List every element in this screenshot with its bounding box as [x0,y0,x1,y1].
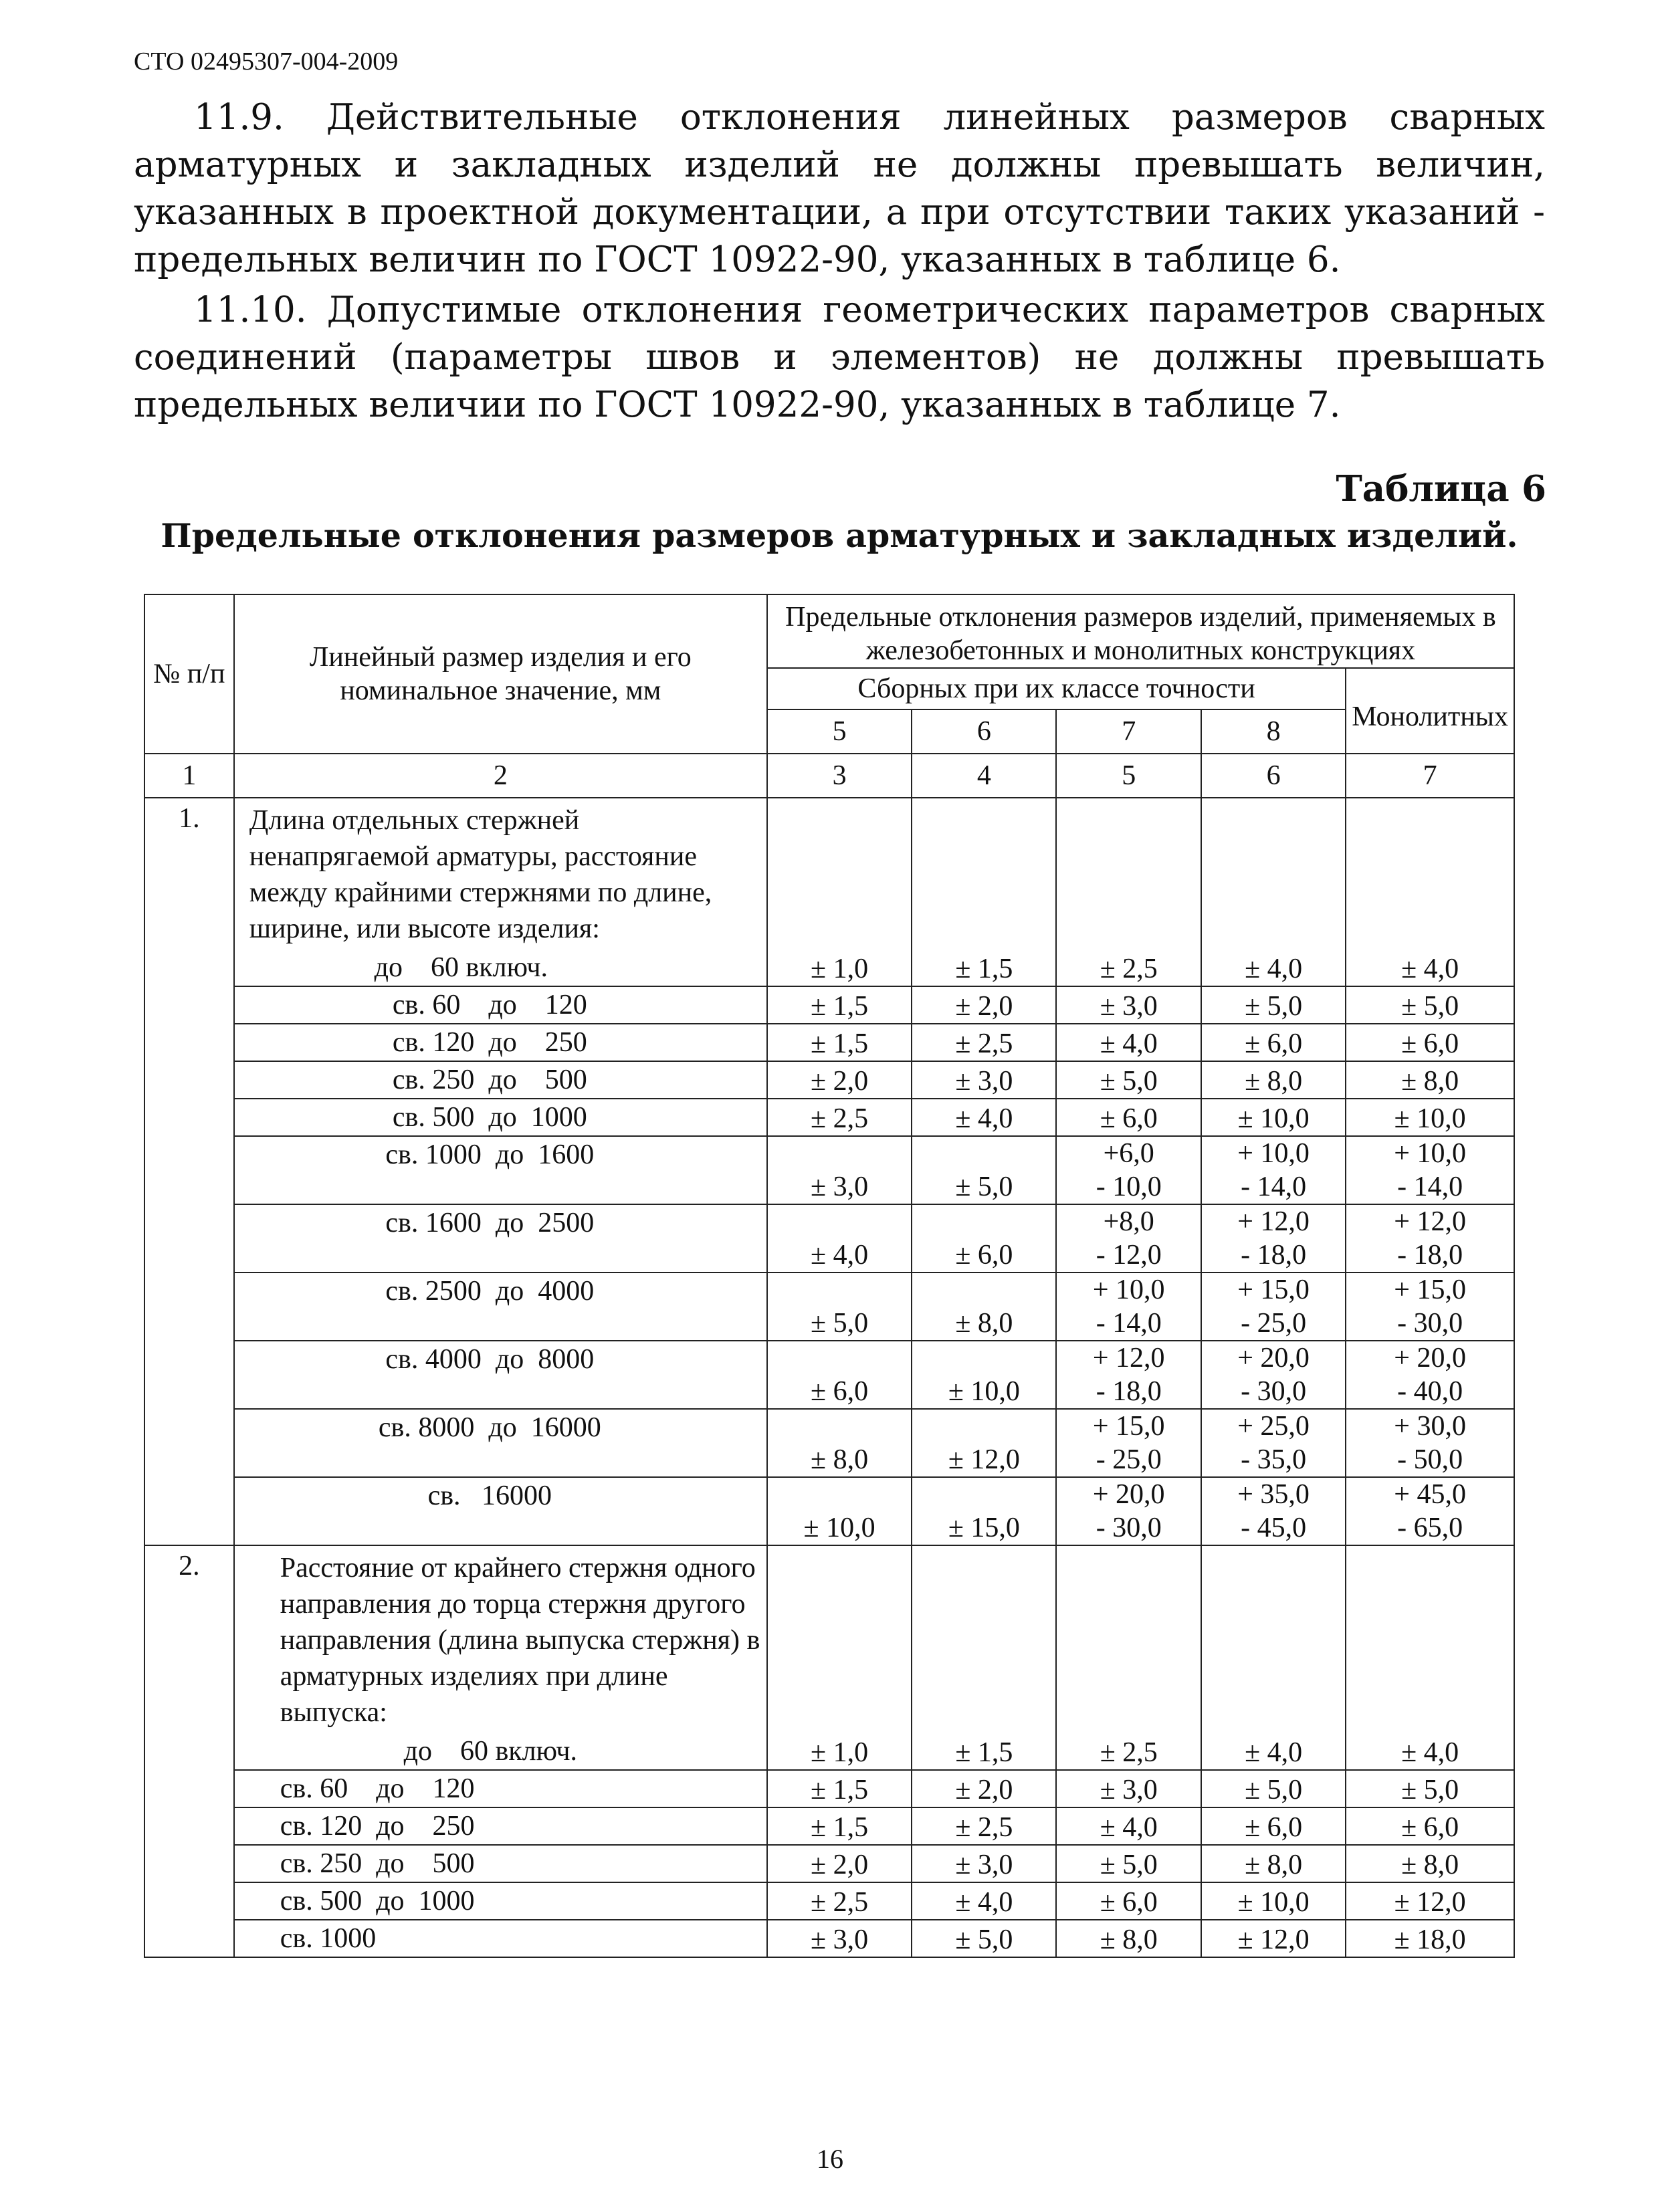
header-deviations: Предельные отклонения размеров изделий, применяемых в железобетонных и монолитных конструкциях [767,594,1514,668]
deviation-value: + 12,0 - 18,0 [1346,1204,1514,1273]
size-range-cell [234,1341,767,1409]
size-range-cell [234,1024,767,1061]
deviation-value: ± 4,0 [1056,1807,1201,1845]
deviation-value: + 12,0 - 18,0 [1056,1341,1201,1409]
deviation-value: ± 8,0 [1346,1845,1514,1882]
deviation-value: + 10,0 - 14,0 [1056,1273,1201,1341]
table-row [144,1807,1514,1845]
deviation-value: ± 6,0 [1056,1099,1201,1136]
size-range: св. 250 до 500 [280,1848,475,1879]
header-class: 6 [912,709,1056,754]
deviation-value: ± 2,0 [767,1061,912,1099]
deviation-value: ± 1,5 [767,1024,912,1061]
size-range-cell [234,986,767,1024]
deviation-value: + 10,0 - 14,0 [1201,1136,1346,1204]
table-row [144,1845,1514,1882]
header-number: № п/п [144,594,234,754]
deviation-value: ± 2,5 [767,1882,912,1920]
deviation-value: ± 8,0 [1056,1920,1201,1957]
deviation-value: ± 1,0 [767,1545,912,1770]
size-range: св. 120 до 250 [280,1811,475,1842]
deviation-value: ± 3,0 [1056,986,1201,1024]
size-range: до 60 включ. [403,1736,578,1767]
deviation-value: ± 12,0 [912,1409,1056,1477]
deviation-value: ± 4,0 [1201,798,1346,986]
deviation-value: ± 2,5 [767,1099,912,1136]
size-range-cell [234,798,767,986]
column-index: 5 [1056,754,1201,798]
deviation-value: + 15,0 - 30,0 [1346,1273,1514,1341]
deviation-value: ± 3,0 [1056,1770,1201,1807]
table-row [144,1136,1514,1204]
size-range-cell [234,1409,767,1477]
deviation-value: ± 8,0 [1201,1845,1346,1882]
deviation-value: ± 2,5 [1056,798,1201,986]
deviation-value: ± 6,0 [1056,1882,1201,1920]
paragraph-11-9 [134,94,1545,284]
size-range-cell [234,1477,767,1545]
deviation-value: ± 6,0 [1346,1024,1514,1061]
table-row [144,1920,1514,1957]
column-index: 3 [767,754,912,798]
table-row [144,1341,1514,1409]
table-row [144,1024,1514,1061]
size-range: св. 60 до 120 [280,1773,475,1804]
size-range: св. 8000 до 16000 [378,1412,601,1443]
size-range: св. 1600 до 2500 [385,1208,595,1238]
deviation-value: ± 6,0 [1201,1807,1346,1845]
deviation-value: ± 4,0 [1056,1024,1201,1061]
deviation-value: ± 8,0 [767,1409,912,1477]
deviation-value: ± 10,0 [1201,1882,1346,1920]
header-linear-size: Линейный размер изделия и его номинальное значение, мм [234,594,767,754]
item-description: Длина отдельных стержней ненапрягаемой арматуры, расстояние между крайними стержнями по длине, ширине, или высоте изделия: [249,805,712,944]
size-range-cell [234,1807,767,1845]
column-index: 6 [1201,754,1346,798]
deviation-value: ± 6,0 [767,1341,912,1409]
column-index: 7 [1346,754,1514,798]
deviation-value: ± 6,0 [912,1204,1056,1273]
deviation-value: + 15,0 - 25,0 [1201,1273,1346,1341]
deviation-value: + 20,0 - 30,0 [1201,1341,1346,1409]
deviation-value: ± 2,5 [1056,1545,1201,1770]
deviation-value: ± 4,0 [767,1204,912,1273]
deviation-value: + 10,0 - 14,0 [1346,1136,1514,1204]
deviation-value: ± 2,0 [912,1770,1056,1807]
size-range-cell [234,1845,767,1882]
column-index: 1 [144,754,234,798]
deviation-value: ± 5,0 [1201,1770,1346,1807]
deviation-value: + 35,0 - 45,0 [1201,1477,1346,1545]
deviation-value: ± 5,0 [912,1136,1056,1204]
table-row [144,1882,1514,1920]
size-range-cell [234,1770,767,1807]
paragraph-11-10-text: 11.10. Допустимые отклонения геометрических параметров сварных соединений (параметры швов и элементов) не должны превышать предельных величии по ГОСТ 10922-90, указанных в таблице 7. [134,290,1545,425]
table-row [144,1061,1514,1099]
deviation-value: ± 15,0 [912,1477,1056,1545]
deviation-value: + 15,0 - 25,0 [1056,1409,1201,1477]
deviation-value: ± 1,5 [912,798,1056,986]
table-row [144,798,1514,986]
size-range: св. 2500 до 4000 [385,1276,595,1307]
deviation-table [144,594,1515,1958]
table-row [144,1477,1514,1545]
deviation-value: + 25,0 - 35,0 [1201,1409,1346,1477]
deviation-value: ± 3,0 [767,1136,912,1204]
paragraph-11-10 [134,286,1545,429]
deviation-value: + 30,0 - 50,0 [1346,1409,1514,1477]
table-row [144,1273,1514,1341]
size-range-cell [234,1920,767,1957]
deviation-value: ± 4,0 [912,1882,1056,1920]
deviation-value: ± 4,0 [1201,1545,1346,1770]
deviation-value: + 20,0 - 30,0 [1056,1477,1201,1545]
deviation-value: ± 1,5 [767,1770,912,1807]
deviation-value: ± 5,0 [1201,986,1346,1024]
header-monolithic: Монолитных [1346,668,1514,754]
deviation-value: ± 2,0 [767,1845,912,1882]
deviation-value: ± 3,0 [912,1845,1056,1882]
size-range: св. 120 до 250 [392,1027,587,1058]
deviation-value: +6,0 - 10,0 [1056,1136,1201,1204]
deviation-value: ± 5,0 [767,1273,912,1341]
deviation-value: ± 8,0 [1201,1061,1346,1099]
table-title: Предельные отклонения размеров арматурных и закладных изделий. [161,516,1518,555]
deviation-value: ± 5,0 [1056,1845,1201,1882]
deviation-value: ± 1,0 [767,798,912,986]
size-range: св. 1000 [280,1923,377,1954]
size-range-cell [234,1204,767,1273]
size-range-cell [234,1273,767,1341]
deviation-value: ± 1,5 [767,1807,912,1845]
table-row [144,1545,1514,1770]
size-range: св. 500 до 1000 [280,1886,475,1916]
item-description: Расстояние от крайнего стержня одного направления до торца стержня другого направления (длина выпуска стержня) в арматурных изделиях при длине выпуска: [280,1553,760,1728]
deviation-value: ± 1,5 [912,1545,1056,1770]
deviation-value: ± 10,0 [767,1477,912,1545]
size-range: св. 16000 [427,1480,552,1511]
size-range-cell [234,1136,767,1204]
deviation-value: ± 6,0 [1346,1807,1514,1845]
header-class: 8 [1201,709,1346,754]
deviation-value: ± 18,0 [1346,1920,1514,1957]
header-class: 7 [1056,709,1201,754]
deviation-value: ± 10,0 [912,1341,1056,1409]
deviation-value: ± 10,0 [1201,1099,1346,1136]
deviation-value: + 45,0 - 65,0 [1346,1477,1514,1545]
deviation-value: ± 3,0 [912,1061,1056,1099]
page-number: 16 [817,2144,843,2174]
size-range-cell [234,1545,767,1770]
deviation-value: ± 12,0 [1346,1882,1514,1920]
table-row [144,1204,1514,1273]
deviation-value: ± 12,0 [1201,1920,1346,1957]
item-number: 2. [144,1545,234,1957]
deviation-value: ± 5,0 [1346,986,1514,1024]
deviation-value: ± 6,0 [1201,1024,1346,1061]
deviation-value: ± 8,0 [1346,1061,1514,1099]
deviation-value: ± 4,0 [1346,1545,1514,1770]
paragraph-11-9-text: 11.9. Действительные отклонения линейных размеров сварных арматурных и закладных изделий не должны превышать величин, указанных в проектной документации, а при отсутствии таких указаний - предельных величин по ГОСТ 10922-90, указанных в таблице 6. [134,97,1545,280]
deviation-value: ± 2,0 [912,986,1056,1024]
size-range: до 60 включ. [374,952,548,983]
deviation-value: ± 2,5 [912,1807,1056,1845]
table-row [144,1770,1514,1807]
deviation-value: ± 2,5 [912,1024,1056,1061]
header-precast: Сборных при их классе точности [767,668,1346,709]
column-index: 4 [912,754,1056,798]
deviation-value: ± 5,0 [1346,1770,1514,1807]
column-index-row [144,754,1514,798]
deviation-value: ± 8,0 [912,1273,1056,1341]
table-row [144,986,1514,1024]
header-class: 5 [767,709,912,754]
deviation-value: +8,0 - 12,0 [1056,1204,1201,1273]
deviation-value: ± 4,0 [1346,798,1514,986]
item-number: 1. [144,798,234,1545]
table-row [144,1409,1514,1477]
table-header-row [144,594,1514,668]
size-range: св. 500 до 1000 [392,1102,587,1133]
deviation-value: + 20,0 - 40,0 [1346,1341,1514,1409]
size-range-cell [234,1061,767,1099]
deviation-value: ± 5,0 [1056,1061,1201,1099]
table-number: Таблица 6 [1336,468,1546,510]
size-range: св. 60 до 120 [392,990,587,1020]
size-range-cell [234,1882,767,1920]
document-code: СТО 02495307-004-2009 [134,47,399,76]
deviation-value: ± 10,0 [1346,1099,1514,1136]
deviation-value: ± 3,0 [767,1920,912,1957]
size-range: св. 1000 до 1600 [385,1139,595,1170]
size-range-cell [234,1099,767,1136]
deviation-value: ± 5,0 [912,1920,1056,1957]
size-range: св. 250 до 500 [392,1065,587,1095]
table-row [144,1099,1514,1136]
deviation-value: ± 1,5 [767,986,912,1024]
deviation-value: ± 4,0 [912,1099,1056,1136]
deviation-value: + 12,0 - 18,0 [1201,1204,1346,1273]
size-range: св. 4000 до 8000 [385,1344,595,1375]
column-index: 2 [234,754,767,798]
